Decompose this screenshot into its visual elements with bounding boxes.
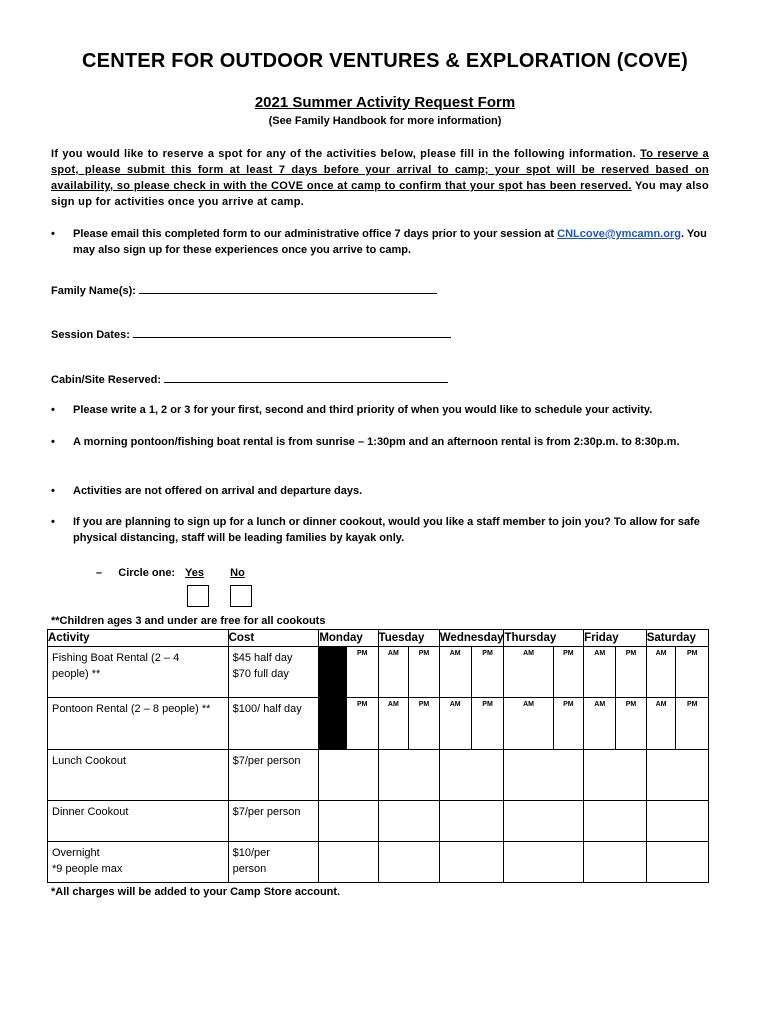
- saturday-slot[interactable]: [646, 750, 708, 801]
- friday-am-slot[interactable]: AM: [584, 647, 616, 698]
- no-option[interactable]: No: [230, 567, 245, 579]
- family-name-label: Family Name(s):: [51, 285, 136, 297]
- dash: –: [96, 567, 103, 579]
- session-dates-line[interactable]: [133, 326, 451, 338]
- form-subtitle: 2021 Summer Activity Request Form: [254, 94, 516, 111]
- header-saturday: Saturday: [646, 630, 708, 647]
- tuesday-slot[interactable]: [378, 842, 439, 883]
- thursday-am-slot[interactable]: AM: [504, 698, 553, 750]
- intro-lead: If you would like to reserve a spot for any of the activities below, please fill in the following information.: [51, 148, 641, 160]
- intro-paragraph: [51, 146, 709, 210]
- cost-cell: $45 half day $70 full day: [228, 647, 319, 698]
- header-friday: Friday: [584, 630, 647, 647]
- monday-am-blocked: [319, 698, 347, 750]
- bullet-icon: •: [51, 436, 55, 448]
- monday-slot[interactable]: [319, 750, 378, 801]
- email-link[interactable]: CNLcove@ymcamn.org: [557, 228, 681, 240]
- header-activity: Activity: [48, 630, 229, 647]
- tuesday-slot[interactable]: [378, 750, 439, 801]
- intro-tail: You may also sign up for activities once you arrive at camp.: [51, 180, 709, 208]
- friday-slot[interactable]: [584, 801, 647, 842]
- tuesday-am-slot[interactable]: AM: [378, 647, 409, 698]
- tuesday-pm-slot[interactable]: PM: [409, 698, 440, 750]
- monday-am-blocked: [319, 647, 347, 698]
- circle-one-label: Circle one:: [118, 567, 176, 579]
- charges-note: *All charges will be added to your Camp Store account.: [51, 886, 341, 898]
- session-dates-field[interactable]: [51, 326, 451, 341]
- table-row: [48, 842, 770, 883]
- family-name-line[interactable]: [139, 282, 437, 294]
- wednesday-am-slot[interactable]: AM: [439, 698, 471, 750]
- activity-cell: Pontoon Rental (2 – 8 people) **: [48, 698, 229, 750]
- header-monday: Monday: [319, 630, 378, 647]
- activity-cell: Lunch Cookout: [48, 750, 229, 801]
- no-checkbox[interactable]: [230, 585, 252, 607]
- cabin-site-line[interactable]: [164, 371, 448, 383]
- handbook-note: (See Family Handbook for more information): [268, 115, 502, 127]
- table-row: [48, 698, 770, 750]
- cabin-site-field[interactable]: [51, 371, 448, 386]
- friday-slot[interactable]: [584, 842, 647, 883]
- header-cost: Cost: [228, 630, 319, 647]
- email-tail: . You may also sign up for these experiences once you arrive to camp.: [73, 228, 707, 256]
- saturday-pm-slot[interactable]: PM: [676, 698, 709, 750]
- header-tuesday: Tuesday: [378, 630, 439, 647]
- table-row: [48, 801, 770, 842]
- rental-times-note: • A morning pontoon/fishing boat rental is from sunrise – 1:30pm and an afternoon rental is from 2:30p.m. to 8:30p.m.: [51, 436, 680, 448]
- table-row: [48, 647, 770, 698]
- activity-cell: Overnight *9 people max: [48, 842, 229, 883]
- saturday-slot[interactable]: [646, 842, 708, 883]
- cost-cell: $7/per person: [228, 750, 319, 801]
- cabin-site-label: Cabin/Site Reserved:: [51, 374, 162, 386]
- wednesday-slot[interactable]: [439, 750, 504, 801]
- table-header-row: [48, 630, 770, 647]
- wednesday-slot[interactable]: [439, 842, 504, 883]
- friday-slot[interactable]: [584, 750, 647, 801]
- children-free-note: **Children ages 3 and under are free for all cookouts: [51, 615, 326, 627]
- activity-cell: Fishing Boat Rental (2 – 4 people) **: [48, 647, 229, 698]
- email-instruction: [51, 226, 711, 260]
- header-wednesday: Wednesday: [439, 630, 504, 647]
- circle-one-row: [96, 567, 245, 579]
- wednesday-slot[interactable]: [439, 801, 504, 842]
- session-dates-label: Session Dates:: [51, 329, 130, 341]
- saturday-slot[interactable]: [646, 801, 708, 842]
- activity-schedule-table: [47, 629, 770, 883]
- monday-pm-slot[interactable]: PM: [346, 647, 378, 698]
- tuesday-slot[interactable]: [378, 801, 439, 842]
- thursday-slot[interactable]: [504, 801, 584, 842]
- activity-cell: Dinner Cookout: [48, 801, 229, 842]
- thursday-pm-slot[interactable]: PM: [553, 647, 584, 698]
- bullet-icon: •: [51, 485, 55, 497]
- intro-reservation-rule: To reserve a spot, please submit this form at least 7 days before your arrival to camp; your spot will be reserved based on availability, so please check in with the COVE once at camp to confirm that your spot has been reserved.: [51, 148, 709, 192]
- friday-pm-slot[interactable]: PM: [616, 698, 646, 750]
- thursday-slot[interactable]: [504, 842, 584, 883]
- page-title: CENTER FOR OUTDOOR VENTURES & EXPLORATION (COVE): [82, 50, 688, 72]
- cost-cell: $100/ half day: [228, 698, 319, 750]
- table-row: [48, 750, 770, 801]
- saturday-am-slot[interactable]: AM: [646, 698, 676, 750]
- priority-instruction: • Please write a 1, 2 or 3 for your first, second and third priority of when you would like to schedule your activity.: [51, 404, 653, 416]
- header-thursday: Thursday: [504, 630, 584, 647]
- yes-option[interactable]: Yes: [185, 567, 204, 579]
- arrival-departure-note: • Activities are not offered on arrival and departure days.: [51, 485, 363, 497]
- monday-slot[interactable]: [319, 801, 378, 842]
- monday-pm-slot[interactable]: PM: [346, 698, 378, 750]
- cost-cell: $7/per person: [228, 801, 319, 842]
- bullet-icon: •: [51, 228, 55, 240]
- staff-cookout-question: • If you are planning to sign up for a lunch or dinner cookout, would you like a staff member to join you? To allow for safe physical distancing, staff will be leading families by kayak only.: [51, 516, 700, 544]
- thursday-slot[interactable]: [504, 750, 584, 801]
- bullet-icon: •: [51, 516, 55, 528]
- thursday-am-slot[interactable]: AM: [504, 647, 553, 698]
- friday-am-slot[interactable]: AM: [584, 698, 616, 750]
- tuesday-pm-slot[interactable]: PM: [409, 647, 440, 698]
- yes-checkbox[interactable]: [187, 585, 209, 607]
- thursday-pm-slot[interactable]: PM: [553, 698, 584, 750]
- saturday-am-slot[interactable]: AM: [646, 647, 676, 698]
- friday-pm-slot[interactable]: PM: [616, 647, 646, 698]
- monday-slot[interactable]: [319, 842, 378, 883]
- saturday-pm-slot[interactable]: PM: [676, 647, 709, 698]
- wednesday-pm-slot[interactable]: PM: [471, 698, 504, 750]
- email-lead: Please email this completed form to our administrative office 7 days prior to your session at: [73, 228, 558, 240]
- cost-cell: $10/per person: [228, 842, 319, 883]
- family-name-field[interactable]: [51, 282, 437, 297]
- bullet-icon: •: [51, 404, 55, 416]
- wednesday-am-slot[interactable]: AM: [439, 647, 471, 698]
- tuesday-am-slot[interactable]: AM: [378, 698, 409, 750]
- wednesday-pm-slot[interactable]: PM: [471, 647, 504, 698]
